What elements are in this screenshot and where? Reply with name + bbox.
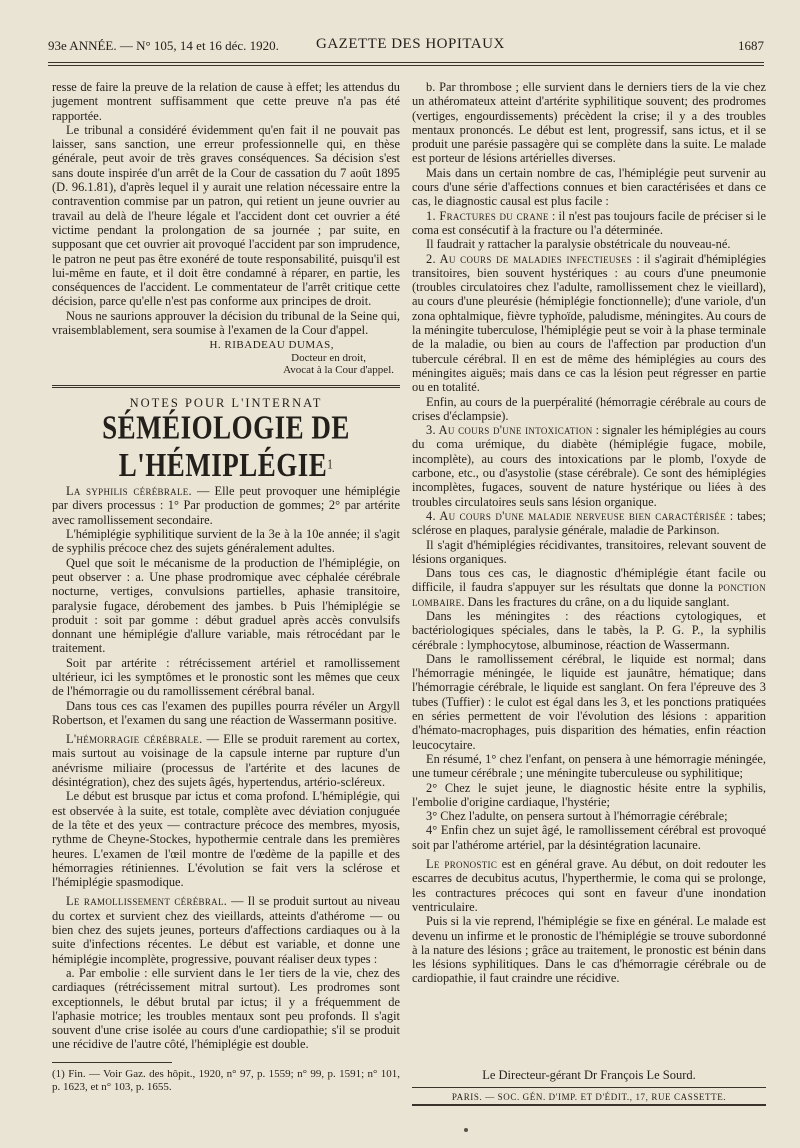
body-paragraph: 1. Fractures du crane : il n'est pas toujours facile de préciser si le coma est consécutif à la fracture ou l'a déterminée. xyxy=(412,208,766,237)
subheading: 2. Au cours de maladies infectieuses xyxy=(426,251,633,266)
header-rule-2 xyxy=(48,65,764,66)
body-paragraph: 3. Au cours d'une intoxication : signaler les hémiplégies au cours du coma urémique, du diabète (hémiplégie fugace, mobile, incomplète), au cours des intoxications par le plomb, l'oxyde de carbone, etc., ou d'asystolie (stase cérébrale). Ce sont des hémiplégies incomplètes, fugaces, souvent de nature hystérique ou liées à des troubles circulatoires seuls sans lésion organique. xyxy=(412,423,767,509)
signature-title: Avocat à la Cour d'appel. xyxy=(283,364,394,377)
signature-name: H. RIBADEAU DUMAS, xyxy=(209,339,334,352)
subheading: 3. Au cours d'une intoxication xyxy=(426,423,593,438)
page-speck xyxy=(464,1128,468,1132)
body-paragraph: Dans les méningites : des réactions cytologiques, et bactériologiques spéciales, dans le tabès, la P. G. P., la syphilis cérébrale : lymphocytose, albuminose, réaction de Wassermann. xyxy=(412,608,766,652)
body-paragraph: 2° Chez le sujet jeune, le diagnostic hésite entre la syphilis, l'embolie d'origine cardiaque, l'hystérie; xyxy=(412,780,766,809)
body-paragraph: Dans le ramollissement cérébral, le liquide est normal; dans l'hémorragie méningée, le liquide est jaunâtre, hématique; dans l'hémorragie cérébrale, le liquide est sanglant. On fera l'épreuve des 3 tubes (Tuffier) : le culot est égal dans les 3, et les ponctions pratiquées en séries permettent de voir l'évolution des lésions : apparition d'hémato-macrophages, puis disparition des hématies, enfin réaction leucocytaire. xyxy=(412,651,766,752)
body-paragraph: Puis si la vie reprend, l'hémiplégie se fixe en général. Le malade est devenu un infirme et le pronostic de l'hémiplégie se trouve subordonné à la nature des lésions ; grâce au traitement, le pronostic est bénin dans les lésions syphilitiques. Dans le cas d'hémorragie cérébrale ou de cardiopathie, il faut craindre une récidive. xyxy=(412,914,766,986)
subheading: 4. Au cours d'une maladie nerveuse bien caractérisée xyxy=(426,508,726,523)
body-paragraph: Le pronostic est en général grave. Au début, on doit redouter les escarres de decubitus acutus, l'hyperthermie, le coma qui se prolonge, les contractures précoces qui sont en faveur d'une inondation ventriculaire. xyxy=(412,857,766,914)
article-title-text: SÉMÉIOLOGIE DE L'HÉMIPLÉGIE xyxy=(102,408,350,484)
body-paragraph: 4. Au cours d'une maladie nerveuse bien caractérisée : tabes; sclérose en plaques, paralysie générale, maladie de Parkinson. xyxy=(412,508,766,538)
body-paragraph: Le ramollissement cérébral. — Il se produit surtout au niveau du cortex et survient chez des vieillards, atteints d'athérome — ou bien chez des sujets jeunes, porteurs d'affections cardiaques ou à la suite d'infections récentes. Le début est variable, et donne une hémiplégie incomplète, progressive, pouvant réaliser deux types : xyxy=(52,894,401,966)
signature-degree: Docteur en droit, xyxy=(291,351,366,364)
footnote: (1) Fin. — Voir Gaz. des hôpit., 1920, n° 97, p. 1559; n° 99, p. 1591; n° 101, p. 1623, et n° 103, p. 1655. xyxy=(52,1068,400,1093)
running-header xyxy=(48,38,764,58)
imprint xyxy=(412,1068,766,1106)
body-paragraph: Il faudrait y rattacher la paralysie obstétricale du nouveau-né. xyxy=(426,237,731,252)
body-paragraph: La syphilis cérébrale. — Elle peut provoquer une hémiplégie par divers processus : 1° Par production de gommes; 2° par artérite avec ramollissement secondaire. xyxy=(52,484,400,527)
journal-title: GAZETTE DES HOPITAUX xyxy=(316,36,505,52)
body-paragraph: Enfin, au cours de la puerpéralité (hémorragie cérébrale au cours de crises d'éclampsie). xyxy=(412,394,766,423)
signature-block xyxy=(52,339,400,377)
intro-paragraph: Le tribunal a considéré évidemment qu'en fait il ne pouvait pas laisser, sans sanction, une erreur professionnelle qui, en thèse générale, peut avoir de très graves conséquences. Sa décision s'est sans doute inspirée d'un arrêt de la Cour de cassation du 7 août 1895 (D. 96.1.81), d'après lequel il y aurait une relation nécessaire entre la contravention commise par un patron, qui retient un jeune ouvrier au travail au delà de l'heure légale et l'accident dont cet ouvrier a été victime pendant la prolongation de sa journée ; par suite, en supposant que cet ouvrier ait provoqué l'accident par son imprudence, le patron ne peut pas être exonéré de toute responsabilité, puisqu'il est lui-même en faute, et il doit être condamné à réparer, en partie, les conséquences de l'accident. Le commentateur de l'arrêt critique cette décision, parce qu'elle n'est pas conforme aux principes de droit. xyxy=(52,122,400,309)
body-paragraph: Dans tous ces cas l'examen des pupilles pourra révéler un Argyll Robertson, et l'examen du sang une réaction de Wassermann positive. xyxy=(52,698,400,727)
section-rule xyxy=(52,385,400,386)
body-paragraph: Il s'agit d'hémiplégies récidivantes, transitoires, relevant souvent de lésions organiques. xyxy=(412,537,766,566)
printer-line: PARIS. — SOC. GÉN. D'IMP. ET D'ÉDIT., 17, RUE CASSETTE. xyxy=(412,1092,766,1106)
body-paragraph: L'hémorragie cérébrale. — Elle se produit rarement au cortex, mais surtout au voisinage de la capsule interne par rupture d'un anévrisme miliaire (processus de l'artérite et des lacunes de désintégration), chez des sujets âgés, hypertendus, artério-scléreux. xyxy=(52,732,400,790)
body-paragraph: L'hémiplégie syphilitique survient de la 3e à la 10e année; il s'agit de syphilis précoce chez des sujets généralement adultes. xyxy=(52,527,400,556)
section-heading: NOTES POUR L'INTERNAT xyxy=(129,395,323,410)
body-paragraph: 2. Au cours de maladies infectieuses : il s'agirait d'hémiplégies transitoires, bien souvent hystériques : au cours d'une pneumonie (troubles circulatoires chez l'adulte, ramollissement chez le vieillard), au cours d'une pleurésie (hémiplégie fonctionnelle); d'une variole, d'un zona ophtalmique, fièvre typhoïde, paludisme, méningites. Au cours de la méningite tuberculose, l'hémiplégie peut se voir à la phase terminale de la maladie, ou bien au cours de l'affection par production d'un tubercule cérébral. Il en est de même des hémiplégies au cours des méningites aiguës; mais dans ce cas la lésion peut régresser en partie ou en totalité. xyxy=(412,251,766,395)
body-paragraph: Dans tous ces cas, le diagnostic d'hémiplégie étant facile ou difficile, il faudra s'appuyer sur les résultats que donne la ponction lombaire. Dans les fractures du crâne, on a du liquide sanglant. xyxy=(412,566,766,609)
body-paragraph: 4° Enfin chez un sujet âgé, le ramollissement cérébral est provoqué soit par l'athérome artériel, par la désintégration lacunaire. xyxy=(412,823,766,852)
intro-paragraph: Nous ne saurions approuver la décision du tribunal de la Seine qui, vraisemblablement, sera soumise à l'examen de la Cour d'appel. xyxy=(52,308,400,338)
article-title xyxy=(52,409,400,484)
subheading: ponction lombaire xyxy=(412,580,766,609)
body-paragraph: Mais dans un certain nombre de cas, l'hémiplégie peut survenir au cours d'une série d'affections connues et bien caractérisées et dans ce cas, le diagnostic causal est plus facile : xyxy=(412,165,766,209)
body-paragraph: Le début est brusque par ictus et coma profond. L'hémiplégie, qui est observée à la suite, est totale, complète avec déviation conjuguée de la tête et des yeux — contracture précoce des membres, myosis, rythme de Cheyne-Stockes, hypothermie centrale dans les premières heures. L'examen de l'œil montre de l'œdème de la papille et des hémorragies rétiniennes. L'évolution se fait vers la sclérose et l'hémiplégie spasmodique. xyxy=(52,789,400,890)
subheading: Le ramollissement cérébral. xyxy=(66,894,228,909)
subheading: L'hémorragie cérébrale. xyxy=(66,732,203,747)
body-paragraph: Quel que soit le mécanisme de la production de l'hémiplégie, on peut observer : a. Une phase prodromique avec céphalée cérébrale nocturne, vertiges, convulsions partielles, aphasie transitoire, paralysie fugace, dérobement des jambes. b Puis l'hémiplégie se produit : soit par gomme : début graduel après accès convulsifs donnant une hémiplégie d'allure variable, mais rétrocédant par le traitement. xyxy=(52,555,400,656)
subheading: Le pronostic xyxy=(426,857,498,872)
manager-line: Le Directeur-gérant Dr François Le Sourd. xyxy=(412,1068,766,1088)
body-paragraph: En résumé, 1° chez l'enfant, on pensera à une hémorragie méningée, une tumeur cérébrale ; une méningite tuberculeuse ou syphilitique; xyxy=(412,751,766,781)
page-number: 1687 xyxy=(738,38,764,53)
body-paragraph: b. Par thrombose ; elle survient dans le derniers tiers de la vie chez un athéromateux atteint d'artérite syphilitique souvent; des prodromes (vertiges, engourdissements) précèdent la crise; il y a des troubles mentaux prononcés. Le début est lent, progressif, sans ictus, et il se produit une parésie passagère qui se complète dans la suite. Le malade est porteur de lésions artérielles diverses. xyxy=(412,80,766,166)
issue-info: 93e ANNÉE. — N° 105, 14 et 16 déc. 1920. xyxy=(48,38,279,53)
title-footnote-mark: 1 xyxy=(327,457,334,473)
body-paragraph: a. Par embolie : elle survient dans le 1er tiers de la vie, chez des cardiaques (rétrécissement mitral surtout). Les prodromes sont exceptionnels, le début brutal par ictus; il y a fréquemment de l'aphasie motrice; les troubles mentaux sont peu profonds. Il s'agit souvent d'une crise isolée au cours d'une cardiopathie; s'il se produit une récidive de l'autre côté, l'hémiplégie est double. xyxy=(52,965,400,1052)
right-column xyxy=(412,80,766,986)
header-rule xyxy=(48,62,764,63)
subheading: La syphilis cérébrale. xyxy=(66,484,192,499)
body-paragraph: Soit par artérite : rétrécissement artériel et ramollissement ultérieur, ici les symptômes et le pronostic sont les mêmes que ceux de l'hémorragie ou du ramollissement cérébral banal. xyxy=(52,655,400,699)
subheading: 1. Fractures du crane xyxy=(426,208,549,223)
left-column xyxy=(52,80,400,1052)
intro-paragraph: resse de faire la preuve de la relation de cause à effet; les attendus du jugement montrent suffisamment que cette preuve n'a pas été rapportée. xyxy=(52,80,400,123)
footnote-rule xyxy=(52,1062,172,1063)
section-rule-2 xyxy=(52,387,400,388)
body-paragraph: 3° Chez l'adulte, on pensera surtout à l'hémorragie cérébrale; xyxy=(426,809,728,824)
